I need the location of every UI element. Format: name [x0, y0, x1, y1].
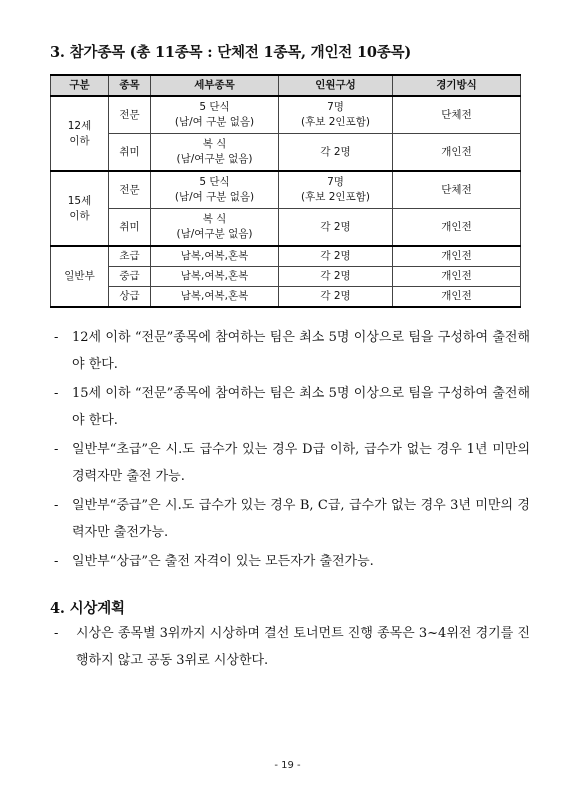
- header-format: 경기방식: [393, 75, 521, 96]
- event-cell: 취미: [109, 134, 151, 172]
- section-4-heading: 4. 시상계획: [50, 600, 125, 617]
- group-label: 12세 이하: [51, 96, 109, 171]
- detail-cell: 5 단식 (남/여 구분 없음): [151, 96, 279, 134]
- event-cell: 상급: [109, 287, 151, 308]
- bullet-dash: -: [54, 330, 59, 345]
- detail-cell: 남복,여복,혼복: [151, 287, 279, 308]
- table-row: [51, 267, 521, 287]
- note-text: 15세 이하 “전문”종목에 참여하는 팀은 최소 5명 이상으로 팀을 구성하여 출전해야 한다.: [72, 386, 530, 428]
- format-cell: 개인전: [393, 209, 521, 247]
- event-cell: 중급: [109, 267, 151, 287]
- event-cell: 전문: [109, 171, 151, 209]
- header-category: 구분: [51, 75, 109, 96]
- table-row: [51, 287, 521, 308]
- table-row: [51, 246, 521, 267]
- bullet-dash: -: [54, 498, 59, 513]
- format-cell: 개인전: [393, 134, 521, 172]
- section-3-heading: 3. 참가종목 (총 11종목 : 단체전 1종목, 개인전 10종목): [50, 44, 412, 61]
- bullet-dash: -: [54, 386, 59, 401]
- notes-list: [50, 324, 530, 577]
- list-item: [50, 492, 530, 546]
- format-cell: 개인전: [393, 287, 521, 308]
- table-row: [51, 134, 521, 172]
- table-row: [51, 96, 521, 134]
- group-label: 일반부: [51, 246, 109, 307]
- detail-cell: 남복,여복,혼복: [151, 246, 279, 267]
- format-cell: 개인전: [393, 267, 521, 287]
- format-cell: 단체전: [393, 96, 521, 134]
- page-number: - 19 -: [274, 760, 301, 771]
- format-cell: 개인전: [393, 246, 521, 267]
- group-label: 15세 이하: [51, 171, 109, 246]
- list-item: [50, 620, 530, 674]
- header-event: 종목: [109, 75, 151, 96]
- note-text: 일반부“초급”은 시.도 급수가 있는 경우 D급 이하, 급수가 없는 경우 1년 미만의 경력자만 출전 가능.: [72, 442, 530, 484]
- awards-text: 시상은 종목별 3위까지 시상하며 결선 토너먼트 진행 종목은 3~4위전 경기를 진행하지 않고 공동 3위로 시상한다.: [76, 626, 530, 668]
- list-item: [50, 436, 530, 490]
- events-table: [50, 74, 521, 308]
- event-cell: 초급: [109, 246, 151, 267]
- members-cell: 7명 (후보 2인포함): [279, 171, 393, 209]
- note-text: 12세 이하 “전문”종목에 참여하는 팀은 최소 5명 이상으로 팀을 구성하여 출전해야 한다.: [72, 330, 530, 372]
- detail-cell: 남복,여복,혼복: [151, 267, 279, 287]
- awards-plan: [50, 620, 530, 676]
- detail-cell: 복 식 (남/여구분 없음): [151, 209, 279, 247]
- detail-cell: 복 식 (남/여구분 없음): [151, 134, 279, 172]
- bullet-dash: -: [54, 442, 59, 457]
- members-cell: 각 2명: [279, 246, 393, 267]
- detail-cell: 5 단식 (남/여 구분 없음): [151, 171, 279, 209]
- members-cell: 각 2명: [279, 267, 393, 287]
- table-header-row: [51, 75, 521, 96]
- event-cell: 취미: [109, 209, 151, 247]
- members-cell: 각 2명: [279, 209, 393, 247]
- list-item: [50, 380, 530, 434]
- members-cell: 각 2명: [279, 134, 393, 172]
- header-detail: 세부종목: [151, 75, 279, 96]
- list-item: [50, 324, 530, 378]
- header-members: 인원구성: [279, 75, 393, 96]
- bullet-dash: -: [54, 626, 59, 641]
- members-cell: 각 2명: [279, 287, 393, 308]
- table-row: [51, 209, 521, 247]
- members-cell: 7명 (후보 2인포함): [279, 96, 393, 134]
- format-cell: 단체전: [393, 171, 521, 209]
- list-item: [50, 548, 530, 575]
- note-text: 일반부“상급”은 출전 자격이 있는 모든자가 출전가능.: [72, 554, 374, 569]
- table-row: [51, 171, 521, 209]
- event-cell: 전문: [109, 96, 151, 134]
- bullet-dash: -: [54, 554, 59, 569]
- note-text: 일반부“중급”은 시.도 급수가 있는 경우 B, C급, 급수가 없는 경우 3년 미만의 경력자만 출전가능.: [72, 498, 530, 540]
